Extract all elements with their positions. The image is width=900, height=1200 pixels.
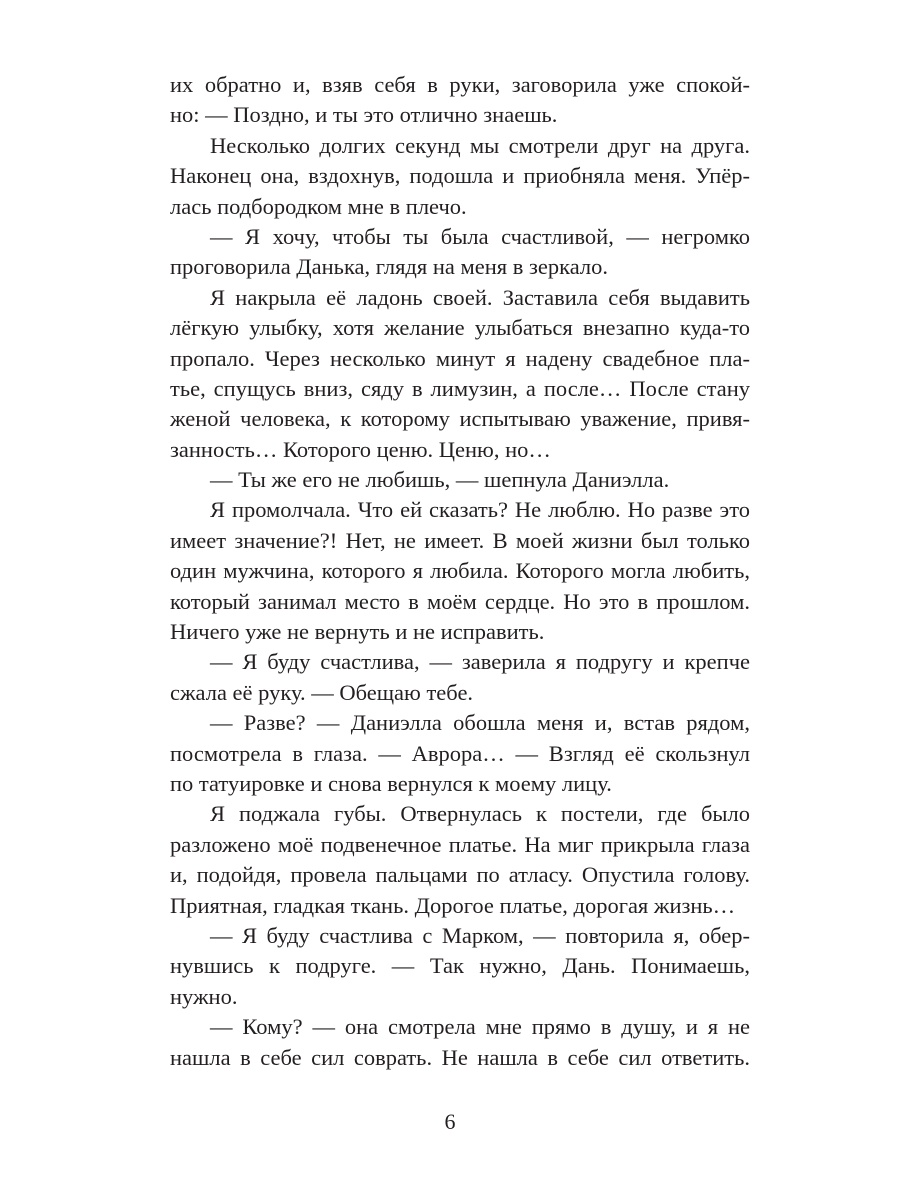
text-line: Наконец она, вздохнув, подошла и приобняла меня. Упёр- [170, 163, 750, 189]
text-line: женой человека, к которому испытываю уважение, привя- [170, 406, 750, 432]
text-line: проговорила Данька, глядя на меня в зеркало. [170, 254, 609, 280]
text-line: тье, спущусь вниз, сяду в лимузин, а после… После стану [170, 375, 750, 401]
text-line: — Разве? — Даниэлла обошла меня и, встав рядом, [210, 710, 750, 736]
text-line: Ничего уже не вернуть и не исправить. [170, 619, 545, 645]
text-line: разложено моё подвенечное платье. На миг прикрыла глаза [170, 831, 750, 857]
text-line: имеет значение?! Нет, не имеет. В моей жизни был только [170, 527, 750, 553]
text-line: занность… Которого ценю. Ценю, но… [170, 436, 551, 462]
text-line: Несколько долгих секунд мы смотрели друг на друга. [210, 132, 750, 158]
text-line: один мужчина, которого я любила. Которого могла любить, [170, 558, 750, 584]
text-line: — Я хочу, чтобы ты была счастливой, — негромко [210, 223, 750, 249]
text-line: нашла в себе сил соврать. Не нашла в себе сил ответить. [170, 1044, 750, 1070]
text-line: лёгкую улыбку, хотя желание улыбаться внезапно куда-то [170, 315, 750, 341]
page-number: 6 [444, 1109, 456, 1134]
text-line: — Я буду счастлива, — заверила я подругу и крепче [210, 649, 750, 675]
text-line: и, подойдя, провела пальцами по атласу. Опустила голову. [170, 862, 750, 888]
text-line: Я промолчала. Что ей сказать? Не люблю. Но разве это [210, 497, 750, 523]
text-line: Приятная, гладкая ткань. Дорогое платье, дорогая жизнь… [170, 892, 736, 918]
text-line: Я поджала губы. Отвернулась к постели, где было [210, 801, 750, 827]
text-line: пропало. Через несколько минут я надену свадебное пла- [170, 345, 750, 371]
text-line: их обратно и, взяв себя в руки, заговорила уже спокой- [170, 72, 750, 97]
text-line: — Кому? — она смотрела мне прямо в душу, и я не [210, 1014, 750, 1040]
text-line: сжала её руку. — Обещаю тебе. [170, 679, 474, 705]
text-line: посмотрела в глаза. — Аврора… — Взгляд её скользнул [170, 740, 750, 766]
text-line: — Я буду счастлива с Марком, — повторила я, обер- [210, 922, 750, 948]
text-line: — Ты же его не любишь, — шепнула Даниэлла. [210, 467, 670, 493]
text-line: Я накрыла её ладонь своей. Заставила себя выдавить [210, 284, 750, 310]
text-line: нужно. [170, 983, 238, 1009]
text-line: который занимал место в моём сердце. Но это в прошлом. [170, 588, 750, 614]
text-line: по татуировке и снова вернулся к моему лицу. [170, 770, 612, 796]
text-line: но: — Поздно, и ты это отлично знаешь. [170, 102, 558, 128]
text-line: лась подбородком мне в плечо. [170, 193, 467, 219]
text-line: нувшись к подруге. — Так нужно, Дань. Понимаешь, [170, 953, 750, 979]
body-text [170, 70, 750, 1073]
